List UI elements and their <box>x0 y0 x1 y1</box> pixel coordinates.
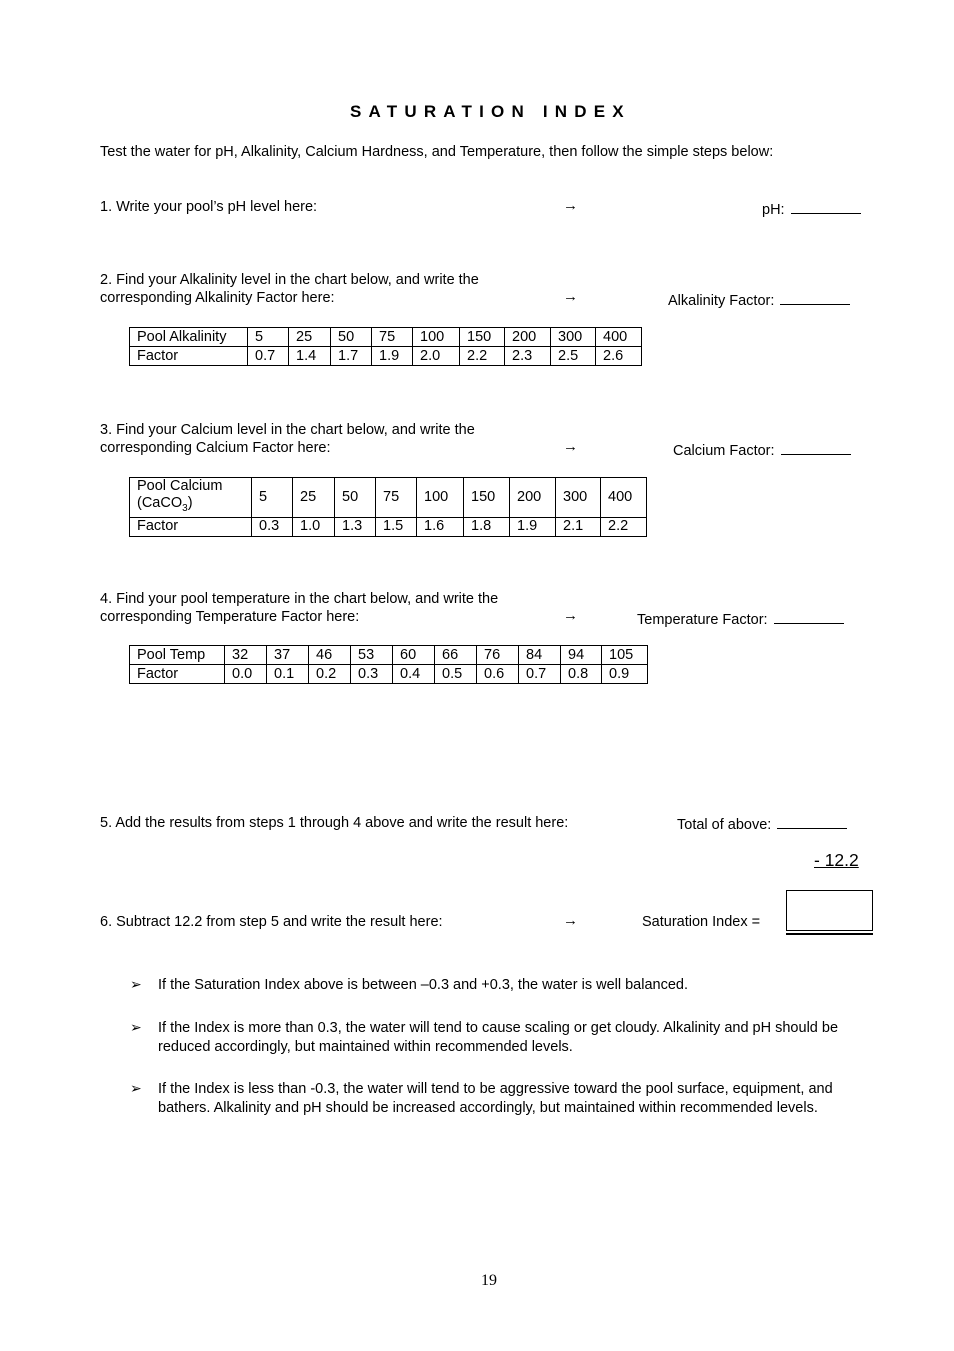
table-cell: 0.7 <box>248 347 289 366</box>
table-cell: 105 <box>602 646 648 665</box>
table-cell: 5 <box>248 328 289 347</box>
arrow-icon: → <box>563 288 578 305</box>
table-cell: 25 <box>289 328 331 347</box>
table-cell <box>130 478 252 518</box>
table-cell: 100 <box>417 478 464 518</box>
table-cell: 150 <box>460 328 505 347</box>
calcium-label-c: ) <box>187 495 193 511</box>
table-cell: 2.1 <box>556 517 601 536</box>
table-cell: 84 <box>519 646 561 665</box>
table-cell: 1.4 <box>289 347 331 366</box>
table-cell: 1.5 <box>376 517 417 536</box>
table-cell: 0.7 <box>519 665 561 684</box>
temperature-factor-label: Temperature Factor: <box>637 612 768 628</box>
table-cell: 0.3 <box>252 517 293 536</box>
arrow-icon: → <box>563 438 578 455</box>
table-cell: Factor <box>130 665 225 684</box>
page-title: SATURATION INDEX <box>350 102 631 121</box>
table-cell: 60 <box>393 646 435 665</box>
total-field[interactable] <box>677 814 847 834</box>
bullet-text-3: If the Index is less than -0.3, the water will tend to be aggressive toward the pool surface, equipment, and bathers. Alkalinity and pH should be increased accordingly, but maintained within recommended levels. <box>158 1081 833 1116</box>
table-cell: Factor <box>130 347 248 366</box>
step6-text: 6. Subtract 12.2 from step 5 and write the result here: <box>100 914 443 930</box>
step3-line2: corresponding Calcium Factor here: <box>100 440 331 456</box>
table-cell: 1.6 <box>417 517 464 536</box>
table-cell: 2.3 <box>505 347 551 366</box>
bullet-arrow-icon: ➢ <box>130 1080 142 1096</box>
temperature-factor-blank[interactable] <box>774 609 844 624</box>
table-cell: 100 <box>413 328 460 347</box>
table-cell: 0.8 <box>561 665 602 684</box>
table-cell: 200 <box>510 478 556 518</box>
table-cell: 400 <box>596 328 642 347</box>
result-double-underline <box>786 933 873 935</box>
table-cell: 1.0 <box>293 517 335 536</box>
calcium-label-b: (CaCO <box>137 495 183 511</box>
table-row <box>130 517 647 536</box>
table-cell: Pool Temp <box>130 646 225 665</box>
table-cell: 2.5 <box>551 347 596 366</box>
calcium-label-sub: 3 <box>182 502 188 514</box>
table-cell: 2.0 <box>413 347 460 366</box>
table-cell: 0.4 <box>393 665 435 684</box>
temperature-factor-field[interactable] <box>637 609 844 629</box>
table-cell: Pool Alkalinity <box>130 328 248 347</box>
table-cell: 75 <box>376 478 417 518</box>
table-cell: 0.9 <box>602 665 648 684</box>
bullet-text-1: If the Saturation Index above is between –0.3 and +0.3, the water is well balanced. <box>158 977 689 993</box>
page-number: 19 <box>481 1272 497 1289</box>
step1-text: 1. Write your pool’s pH level here: <box>100 199 318 215</box>
table-cell: 150 <box>464 478 510 518</box>
table-cell: 0.6 <box>477 665 519 684</box>
bullet-text-2: If the Index is more than 0.3, the water will tend to cause scaling or get cloudy. Alkalinity and pH should be reduced accordingly, but maintained within recommended levels. <box>158 1020 839 1055</box>
calcium-factor-label: Calcium Factor: <box>673 443 775 459</box>
alkalinity-factor-blank[interactable] <box>780 290 850 305</box>
calcium-table <box>129 477 647 537</box>
calcium-factor-blank[interactable] <box>781 440 851 455</box>
step5-text: 5. Add the results from steps 1 through 4 above and write the result here: <box>100 815 569 831</box>
saturation-index-label: Saturation Index = <box>642 914 761 930</box>
arrow-icon: → <box>563 607 578 624</box>
bullet-arrow-icon: ➢ <box>130 976 142 992</box>
table-row <box>130 347 642 366</box>
arrow-icon: → <box>563 197 578 214</box>
alkalinity-table <box>129 327 642 366</box>
table-cell: 300 <box>556 478 601 518</box>
table-cell: 1.9 <box>510 517 556 536</box>
step2-line2: corresponding Alkalinity Factor here: <box>100 290 335 306</box>
step3-line1: 3. Find your Calcium level in the chart below, and write the <box>100 422 475 438</box>
table-cell: 94 <box>561 646 602 665</box>
temperature-table <box>129 645 648 684</box>
total-blank[interactable] <box>777 814 847 829</box>
saturation-index-box[interactable] <box>786 890 873 931</box>
table-cell: 0.0 <box>225 665 267 684</box>
table-cell: 1.8 <box>464 517 510 536</box>
table-cell: 0.1 <box>267 665 309 684</box>
table-cell: 1.3 <box>335 517 376 536</box>
ph-label: pH: <box>762 202 785 218</box>
table-cell: 25 <box>293 478 335 518</box>
table-row <box>130 478 647 518</box>
table-cell: 0.3 <box>351 665 393 684</box>
ph-field[interactable] <box>762 199 861 219</box>
table-cell: 76 <box>477 646 519 665</box>
table-cell: Factor <box>130 517 252 536</box>
table-cell: 37 <box>267 646 309 665</box>
table-cell: 400 <box>601 478 647 518</box>
calcium-label-a: Pool Calcium <box>137 478 223 494</box>
table-cell: 1.9 <box>372 347 413 366</box>
alkalinity-factor-label: Alkalinity Factor: <box>668 293 775 309</box>
table-cell: 1.7 <box>331 347 372 366</box>
step2-line1: 2. Find your Alkalinity level in the chart below, and write the <box>100 272 479 288</box>
bullet-arrow-icon: ➢ <box>130 1019 142 1035</box>
ph-blank[interactable] <box>791 199 861 214</box>
table-row <box>130 646 648 665</box>
table-cell: 5 <box>252 478 293 518</box>
result-underline <box>786 930 873 931</box>
table-cell: 66 <box>435 646 477 665</box>
total-label: Total of above: <box>677 817 772 833</box>
table-cell: 75 <box>372 328 413 347</box>
arrow-icon: → <box>563 912 578 929</box>
table-cell: 200 <box>505 328 551 347</box>
table-cell: 300 <box>551 328 596 347</box>
minus-value: - 12.2 <box>814 850 859 870</box>
table-cell: 2.6 <box>596 347 642 366</box>
table-cell: 2.2 <box>601 517 647 536</box>
intro-text: Test the water for pH, Alkalinity, Calcium Hardness, and Temperature, then follow the simple steps below: <box>100 144 774 160</box>
table-cell: 50 <box>335 478 376 518</box>
table-cell: 32 <box>225 646 267 665</box>
alkalinity-factor-field[interactable] <box>668 290 850 310</box>
table-cell: 0.5 <box>435 665 477 684</box>
calcium-factor-field[interactable] <box>673 440 851 460</box>
table-cell: 0.2 <box>309 665 351 684</box>
table-cell: 2.2 <box>460 347 505 366</box>
step4-line1: 4. Find your pool temperature in the chart below, and write the <box>100 591 499 607</box>
table-row <box>130 665 648 684</box>
table-cell: 46 <box>309 646 351 665</box>
step4-line2: corresponding Temperature Factor here: <box>100 609 360 625</box>
table-row <box>130 328 642 347</box>
table-cell: 53 <box>351 646 393 665</box>
table-cell: 50 <box>331 328 372 347</box>
